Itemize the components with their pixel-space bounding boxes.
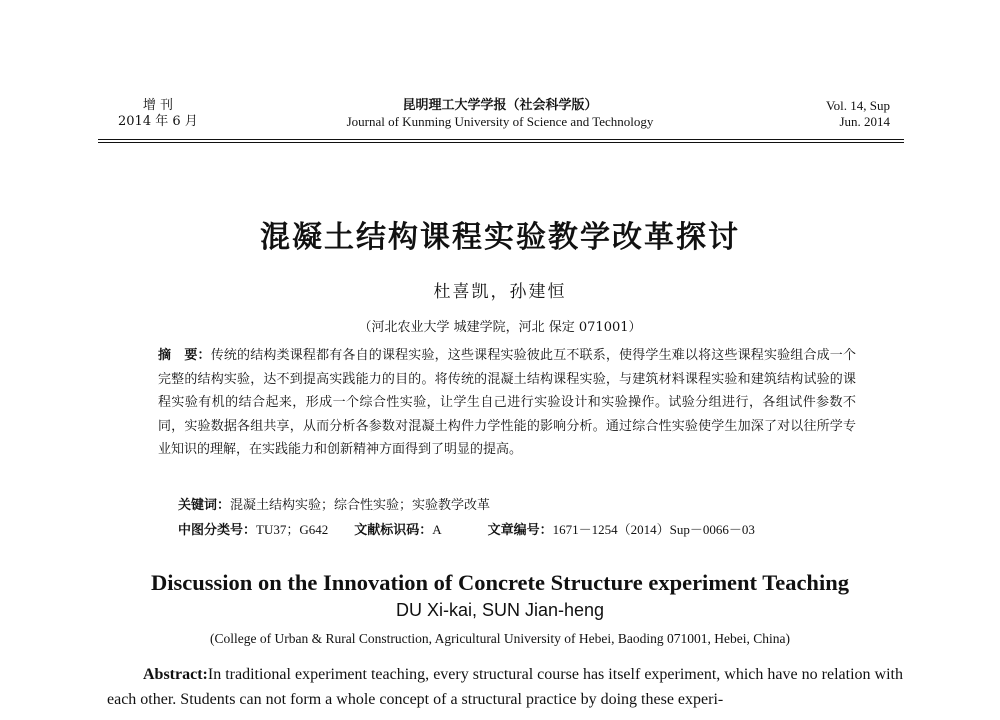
volume-date: Jun. 2014	[839, 114, 890, 129]
keywords-cn-label: 关键词：	[178, 498, 231, 513]
paper-title-en: Discussion on the Innovation of Concrete Structure experiment Teaching	[151, 570, 849, 595]
doc-code-value: A	[432, 522, 442, 537]
abstract-en	[107, 662, 903, 712]
clc-value: TU37；G642	[256, 522, 329, 537]
doc-code-label: 文献标识码：	[354, 523, 433, 538]
classification-line	[178, 519, 755, 538]
affiliation-cn: （河北农业大学 城建学院，河北 保定 071001）	[358, 320, 642, 335]
paper-title-cn: 混凝土结构课程实验教学改革探讨	[260, 220, 740, 255]
abstract-cn-label: 摘 要：	[158, 348, 211, 363]
header-rule-top	[98, 139, 904, 140]
keywords-cn	[178, 494, 490, 513]
volume-number: Vol. 14, Sup	[825, 98, 890, 113]
abstract-en-label: Abstract:	[143, 666, 208, 683]
abstract-cn-text: 传统的结构类课程都有各自的课程实验，这些课程实验彼此互不联系，使得学生难以将这些课程实验组合成一个完整的结构实验，达不到提高实践能力的目的。将传统的混凝土结构课程实验，与建筑材料课程实验和建筑结构试验的课程实验有机的结合起来，形成一个综合性实验，让学生自己进行实验设计和实验操作。试验分组进行，各组试件参数不同，实验数据各组共享，从而分析各参数对混凝土构件力学性能的影响分析。通过综合性实验使学生加深了对以往所学专业知识的理解，在实践能力和创新精神方面得到了明显的提高。	[158, 348, 856, 458]
issue-type: 增 刊	[142, 98, 173, 113]
issue-date: 2014 年 6 月	[118, 114, 198, 129]
affiliation-en: (College of Urban & Rural Construction, Agricultural University of Hebei, Baoding 071001, Hebei, China)	[209, 631, 790, 646]
clc-label: 中图分类号：	[178, 523, 257, 538]
authors-cn: 杜喜凯，孙建恒	[433, 282, 567, 302]
article-number-label: 文章编号：	[487, 523, 553, 538]
abstract-cn	[158, 344, 856, 462]
volume-info	[826, 98, 890, 130]
journal-name-en: Journal of Kunming University of Science and Technology	[346, 114, 654, 129]
keywords-cn-text: 混凝土结构实验；综合性实验；实验教学改革	[230, 498, 491, 513]
article-number-value: 1671－1254（2014）Sup－0066－03	[552, 522, 755, 537]
authors-en: DU Xi-kai, SUN Jian-heng	[395, 600, 605, 620]
abstract-en-text: In traditional experiment teaching, every structural course has itself experiment, which have no relation with each other. Students can not form a whole concept of a structural practice by doing these experi-	[107, 666, 903, 708]
header-rule-bottom	[98, 142, 904, 143]
journal-name-cn: 昆明理工大学学报（社会科学版）	[402, 98, 598, 113]
